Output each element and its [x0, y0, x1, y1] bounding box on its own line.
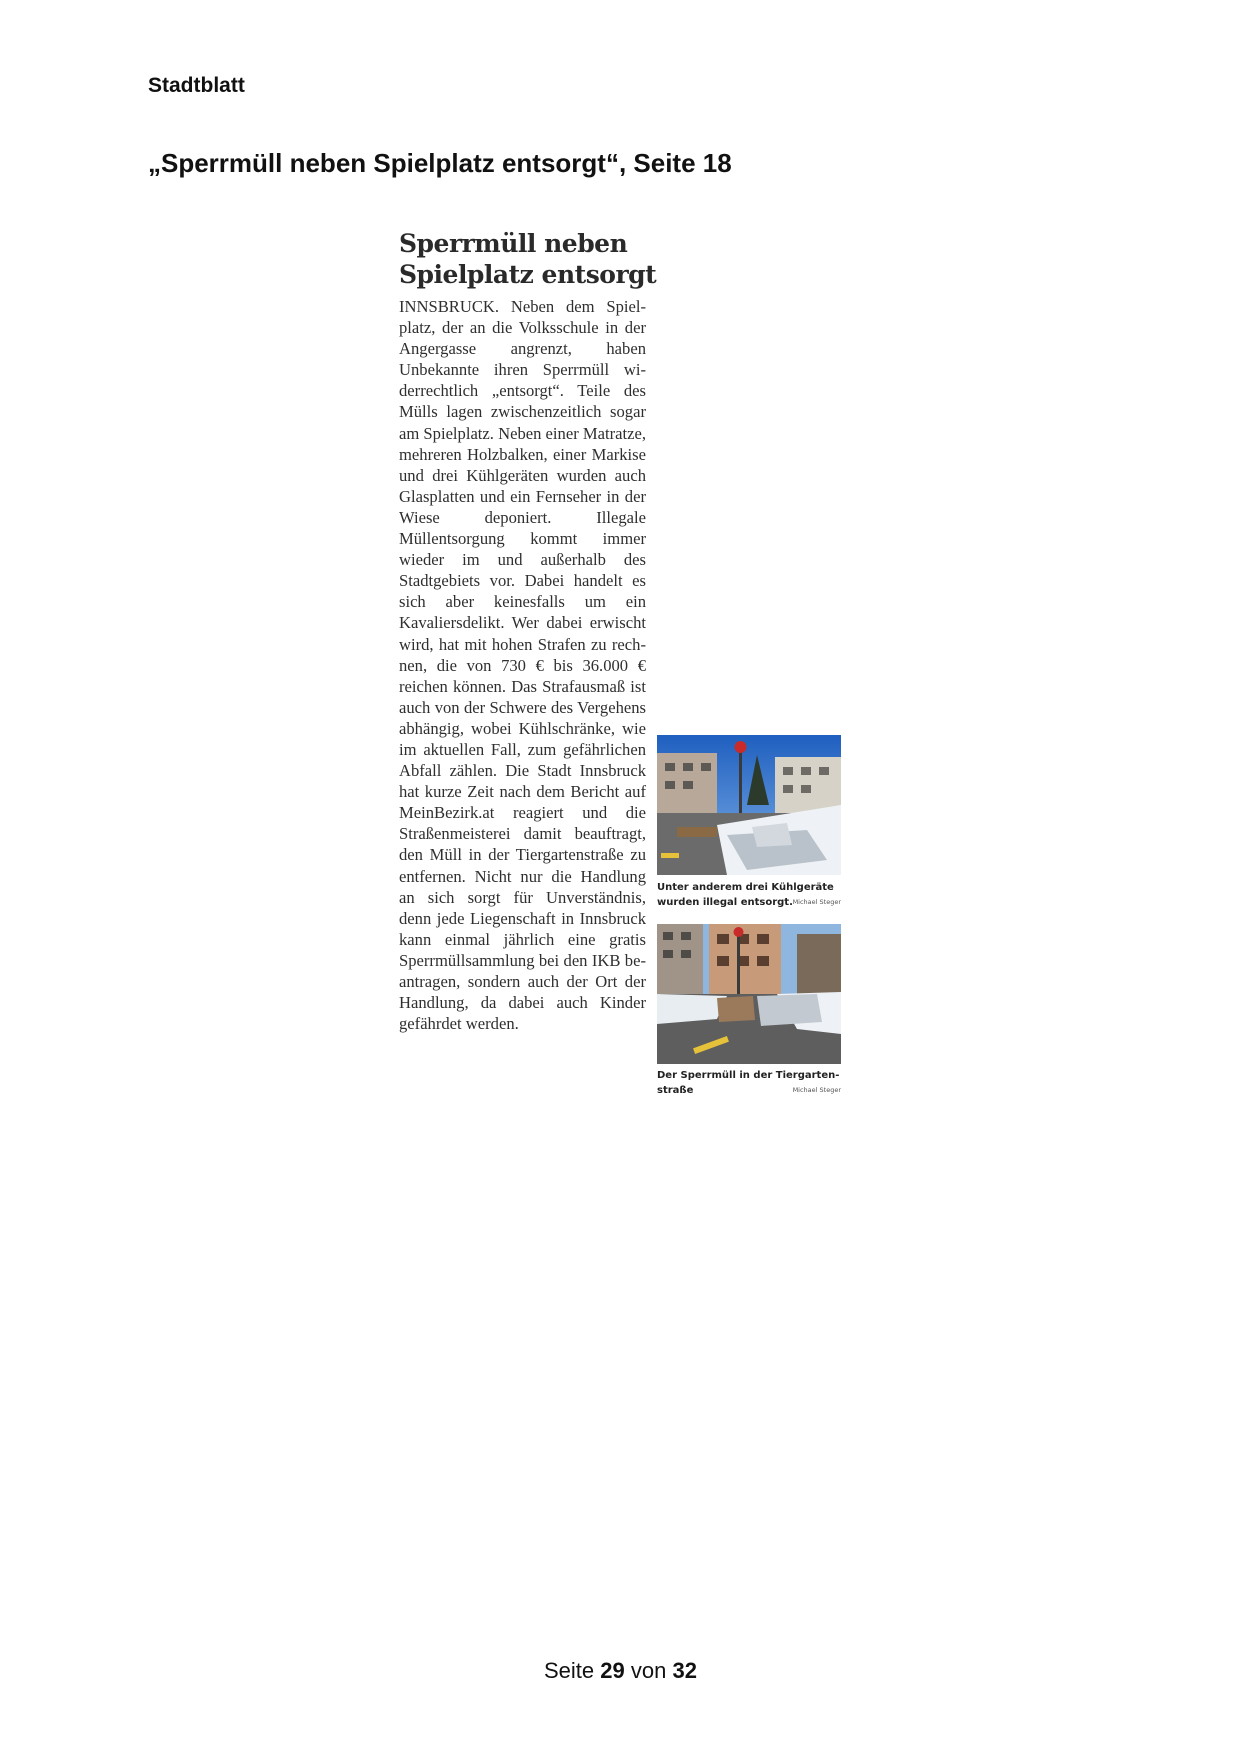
footer-middle: von — [630, 1658, 667, 1683]
publication-name: Stadtblatt — [148, 74, 245, 97]
photo1-caption: Unter anderem drei Kühlgeräte wurden illegal entsorgt. — [657, 882, 834, 908]
footer-prefix: Seite — [544, 1658, 595, 1683]
photo2-caption: Der Sperrmüll in der Tiergartenstraße — [657, 1070, 840, 1096]
article-title: Sperrmüll neben Spielplatz entsorgt — [399, 229, 657, 289]
photo1-credit: Michael Steger — [792, 898, 841, 906]
article-reference-heading: „Sperrmüll neben Spielplatz entsorgt“, Seite 18 — [148, 148, 732, 178]
article-body: INNSBRUCK. Neben dem Spielplatz, der an die Volksschule in der Angergasse angrenzt, haben Unbekannte ihren Sperrmüll widerrechtlich „entsorgt“. Teile des Mülls lagen zwischenzeitlich sogar am Spielplatz. Neben einer Matratze, mehreren Holzbalken, einer Markise und drei Kühlgeräten wurden auch Glasplatten und ein Fernseher in der Wiese deponiert. Illegale Müllentsorgung kommt immer wieder im und außerhalb des Stadtgebiets vor. Dabei handelt es sich aber keinesfalls um ein Kavaliersdelikt. Wer dabei erwischt wird, hat mit hohen Strafen zu rechnen, die von 730 € bis 36.000 € reichen können. Das Strafausmaß ist auch von der Schwere des Vergehens abhängig, wobei Kühlschränke, wie im aktuellen Fall, zum gefährlichen Abfall zählen. Die Stadt Innsbruck hat kurze Zeit nach dem Bericht auf MeinBezirk.at reagiert und die Straßenmeisterei damit beauftragt, den Müll in der Tiergartenstraße zu entfernen. Nicht nur die Handlung an sich sorgt für Unverständnis, denn jede Liegenschaft in Innsbruck kann einmal jährlich eine gratis Sperrmüllsammlung bei den IKB beantragen, sondern auch der Ort der Handlung, da dabei auch Kinder gefährdet werden. — [399, 297, 646, 1034]
photo2-credit: Michael Steger — [792, 1086, 841, 1094]
page-footer — [0, 1658, 1241, 1684]
newspaper-clipping — [399, 228, 843, 1104]
photo-bulky-waste-street — [657, 924, 841, 1064]
total-page-count: 32 — [672, 1658, 697, 1683]
current-page-number: 29 — [600, 1658, 625, 1683]
photo-discarded-fridges — [657, 735, 841, 875]
